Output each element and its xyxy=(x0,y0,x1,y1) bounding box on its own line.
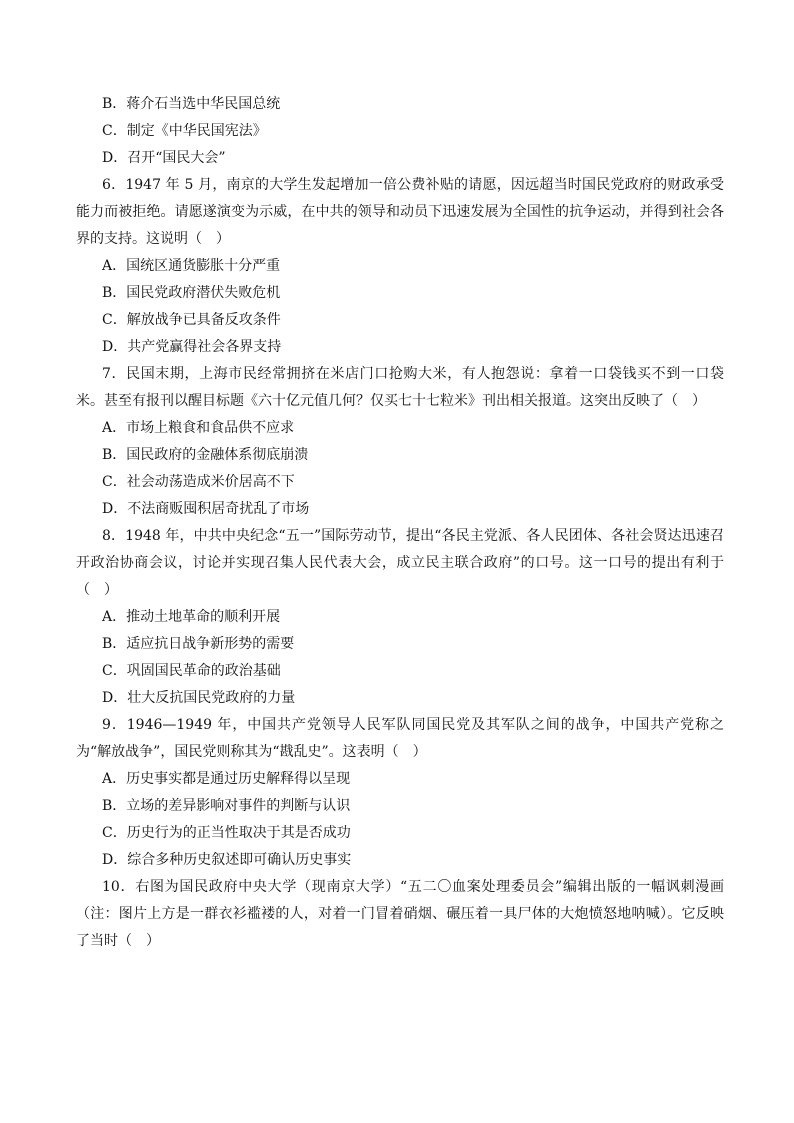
question-8-stem: 8．1948 年，中共中央纪念“五一”国际劳动节，提出“各民主党派、各人民团体、各社会贤达迅速召开政治协商会议，讨论并实现召集人民代表大会，成立民主联合政府”的口号。这一口号的提出有利于（ ） xyxy=(76,528,724,598)
question-7-option-b: B．国民政府的金融体系彻底崩溃 xyxy=(102,447,309,463)
question-7-option-d: D．不法商贩囤积居奇扰乱了市场 xyxy=(102,501,310,517)
question-9-option-c: C．历史行为的正当性取决于其是否成功 xyxy=(102,825,351,841)
page-content xyxy=(76,91,724,955)
question-7-stem: 7．民国末期，上海市民经常拥挤在米店门口抢购大米，有人抱怨说：拿着一口袋钱买不到一口袋米。甚至有报刊以醒目标题《六十亿元值几何？仅买七十七粒米》刊出相关报道。这突出反映了（ ） xyxy=(76,366,724,409)
question-7-option-c: C．社会动荡造成米价居高不下 xyxy=(102,474,295,490)
question-9-option-d: D．综合多种历史叙述即可确认历史事实 xyxy=(102,852,352,868)
question-8-option-d: D．壮大反抗国民党政府的力量 xyxy=(102,690,296,706)
question-7-option-a: A．市场上粮食和食品供不应求 xyxy=(102,420,295,436)
question-8-option-b: B．适应抗日战争新形势的需要 xyxy=(102,636,295,652)
question-8-option-a: A．推动土地革命的顺利开展 xyxy=(102,609,281,625)
question-5-option-b: B．蒋介石当选中华民国总统 xyxy=(102,96,281,112)
question-5-option-c: C．制定《中华民国宪法》 xyxy=(102,123,267,139)
question-5-option-d: D．召开“国民大会” xyxy=(102,150,226,166)
question-9-stem: 9．1946—1949 年，中国共产党领导人民军队同国民党及其军队之间的战争，中国共产党称之为“解放战争”，国民党则称其为“戡乱史”。这表明（ ） xyxy=(76,717,724,760)
question-6-option-a: A．国统区通货膨胀十分严重 xyxy=(102,258,281,274)
question-6-option-d: D．共产党赢得社会各界支持 xyxy=(102,339,282,355)
question-6-option-c: C．解放战争已具备反攻条件 xyxy=(102,312,281,328)
question-6-option-b: B．国民党政府潜伏失败危机 xyxy=(102,285,281,301)
question-10-stem: 10．右图为国民政府中央大学（现南京大学）“五二〇血案处理委员会”编辑出版的一幅讽刺漫画（注：图片上方是一群衣衫褴褛的人，对着一门冒着硝烟、碾压着一具尸体的大炮愤怒地呐喊）。它反映了当时（ ） xyxy=(76,879,724,949)
question-8-option-c: C．巩固国民革命的政治基础 xyxy=(102,663,281,679)
question-6-stem: 6．1947 年 5 月，南京的大学生发起增加一倍公费补贴的请愿，因远超当时国民党政府的财政承受能力而被拒绝。请愿遂演变为示威，在中共的领导和动员下迅速发展为全国性的抗争运动，并得到社会各界的支持。这说明（ ） xyxy=(76,177,724,247)
question-9-option-b: B．立场的差异影响对事件的判断与认识 xyxy=(102,798,351,814)
question-9-option-a: A．历史事实都是通过历史解释得以呈现 xyxy=(102,771,351,787)
